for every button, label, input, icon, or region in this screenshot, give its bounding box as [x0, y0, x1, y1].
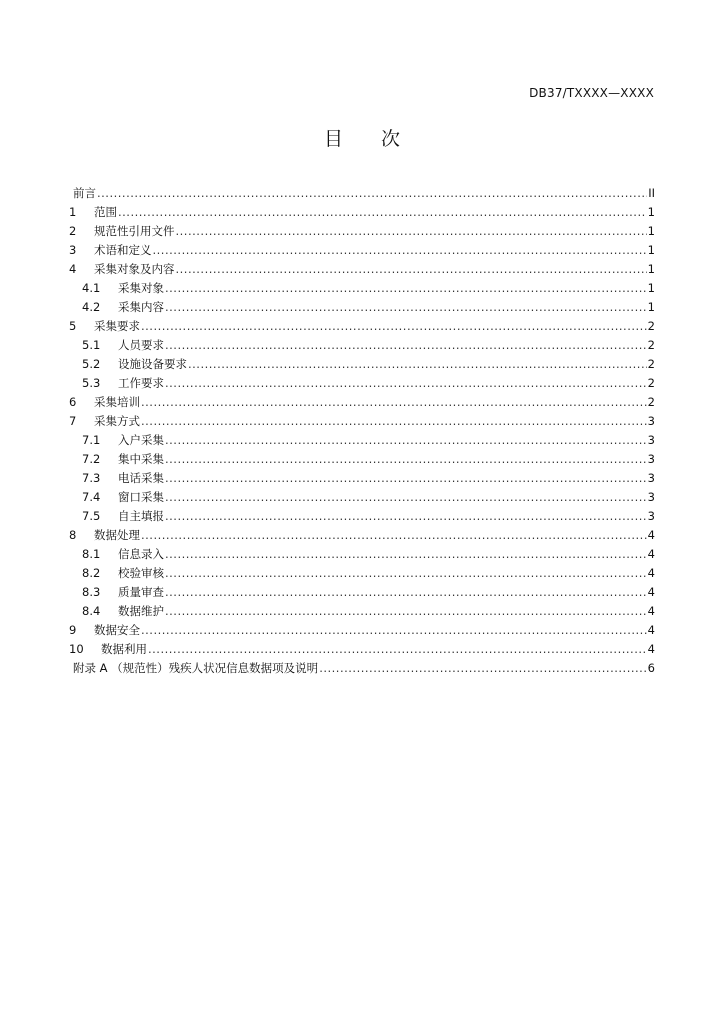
toc-entry-label: 采集内容 — [118, 300, 164, 314]
toc-dot-leader — [165, 431, 647, 450]
toc-entry-page: 2 — [647, 395, 655, 409]
toc-entry[interactable] — [69, 203, 655, 222]
toc-entry[interactable] — [69, 640, 655, 659]
toc-dot-leader — [141, 621, 647, 640]
toc-entry-number: 7.1 — [82, 433, 101, 447]
toc-dot-leader — [188, 355, 647, 374]
toc-entry-label: 入户采集 — [118, 433, 164, 447]
toc-entry-label: 数据处理 — [94, 528, 140, 542]
toc-entry-number: 7 — [69, 414, 77, 428]
toc-entry-page: 1 — [647, 262, 655, 276]
toc-dot-leader — [118, 203, 647, 222]
toc-entry-page: 2 — [647, 376, 655, 390]
toc-entry-page: 2 — [647, 357, 655, 371]
toc-entry-page: 4 — [647, 642, 655, 656]
toc-entry-number: 5.1 — [82, 338, 101, 352]
toc-dot-leader — [165, 298, 647, 317]
toc-entry-label: 采集要求 — [94, 319, 140, 333]
toc-entry-page: 3 — [647, 490, 655, 504]
table-of-contents — [69, 184, 655, 678]
toc-dot-leader — [141, 393, 647, 412]
toc-entry[interactable] — [69, 184, 655, 203]
toc-entry-label: 采集培训 — [94, 395, 140, 409]
toc-entry[interactable] — [69, 298, 655, 317]
toc-entry-number: 7.5 — [82, 509, 101, 523]
toc-entry-label: 设施设备要求 — [118, 357, 187, 371]
toc-dot-leader — [176, 222, 647, 241]
toc-dot-leader — [165, 450, 647, 469]
toc-entry-label: 术语和定义 — [94, 243, 152, 257]
toc-entry-number: 4.2 — [82, 300, 101, 314]
toc-entry-number: 5.3 — [82, 376, 101, 390]
toc-entry-page: 4 — [647, 623, 655, 637]
toc-entry[interactable] — [69, 317, 655, 336]
toc-entry[interactable] — [69, 564, 655, 583]
toc-entry-label: 窗口采集 — [118, 490, 164, 504]
toc-dot-leader — [176, 260, 647, 279]
toc-entry-number: 7.3 — [82, 471, 101, 485]
toc-entry-label: 人员要求 — [118, 338, 164, 352]
toc-dot-leader — [165, 336, 647, 355]
toc-entry[interactable] — [69, 412, 655, 431]
toc-dot-leader — [141, 317, 647, 336]
toc-entry-number: 1 — [69, 205, 77, 219]
toc-dot-leader — [165, 374, 647, 393]
toc-entry-page: 3 — [647, 433, 655, 447]
toc-entry-page: 3 — [647, 509, 655, 523]
toc-dot-leader — [141, 526, 647, 545]
toc-entry-page: 4 — [647, 547, 655, 561]
toc-entry[interactable] — [69, 583, 655, 602]
toc-entry[interactable] — [69, 526, 655, 545]
toc-entry-page: 1 — [647, 243, 655, 257]
toc-entry-label: 规范性引用文件 — [94, 224, 175, 238]
toc-entry-number: 8.3 — [82, 585, 101, 599]
toc-entry-page: 1 — [647, 224, 655, 238]
toc-dot-leader — [153, 241, 647, 260]
toc-entry-label: 电话采集 — [118, 471, 164, 485]
document-code: DB37/TXXXX—XXXX — [529, 86, 654, 100]
toc-entry-page: 3 — [647, 414, 655, 428]
toc-entry[interactable] — [69, 393, 655, 412]
toc-dot-leader — [319, 659, 646, 678]
toc-entry-number: 5.2 — [82, 357, 101, 371]
toc-entry-number: 10 — [69, 642, 84, 656]
toc-dot-leader — [165, 564, 647, 583]
toc-dot-leader — [165, 488, 647, 507]
toc-dot-leader — [165, 469, 647, 488]
toc-entry[interactable] — [69, 260, 655, 279]
toc-entry-number: 9 — [69, 623, 77, 637]
toc-entry-page: 6 — [647, 661, 655, 675]
toc-entry-number: 7.2 — [82, 452, 101, 466]
toc-dot-leader — [165, 507, 647, 526]
toc-entry-label: 数据维护 — [118, 604, 164, 618]
toc-dot-leader — [165, 279, 647, 298]
toc-entry-label: 采集对象 — [118, 281, 164, 295]
toc-entry-page: II — [648, 186, 655, 200]
toc-entry-page: 4 — [647, 566, 655, 580]
toc-entry[interactable] — [69, 355, 655, 374]
toc-entry-page: 4 — [647, 585, 655, 599]
toc-entry[interactable] — [69, 621, 655, 640]
toc-entry-page: 3 — [647, 471, 655, 485]
toc-entry[interactable] — [69, 450, 655, 469]
toc-entry-page: 4 — [647, 604, 655, 618]
toc-entry-label: 自主填报 — [118, 509, 164, 523]
toc-entry-page: 1 — [647, 205, 655, 219]
toc-entry-label: 采集方式 — [94, 414, 140, 428]
toc-dot-leader — [165, 602, 647, 621]
toc-entry-number: 8 — [69, 528, 77, 542]
toc-entry-number: 5 — [69, 319, 77, 333]
toc-entry-number: 3 — [69, 243, 77, 257]
toc-entry[interactable] — [69, 241, 655, 260]
toc-entry[interactable] — [69, 279, 655, 298]
toc-entry-page: 1 — [647, 300, 655, 314]
toc-entry-label: 附录 A （规范性）残疾人状况信息数据项及说明 — [73, 661, 319, 675]
toc-dot-leader — [97, 184, 647, 203]
toc-entry[interactable] — [69, 374, 655, 393]
toc-entry-number: 8.2 — [82, 566, 101, 580]
toc-entry-label: 质量审查 — [118, 585, 164, 599]
toc-entry-number: 8.1 — [82, 547, 101, 561]
toc-entry-number: 6 — [69, 395, 77, 409]
toc-entry-page: 4 — [647, 528, 655, 542]
toc-entry-number: 4.1 — [82, 281, 101, 295]
toc-entry[interactable] — [69, 222, 655, 241]
toc-entry-label: 集中采集 — [118, 452, 164, 466]
toc-entry[interactable] — [69, 469, 655, 488]
toc-entry-page: 2 — [647, 338, 655, 352]
toc-entry-label: 前言 — [73, 186, 96, 200]
toc-entry[interactable] — [69, 507, 655, 526]
toc-entry-label: 数据安全 — [94, 623, 140, 637]
toc-dot-leader — [141, 412, 647, 431]
toc-entry-label: 数据利用 — [101, 642, 147, 656]
toc-entry-number: 4 — [69, 262, 77, 276]
toc-entry-page: 2 — [647, 319, 655, 333]
toc-dot-leader — [165, 545, 647, 564]
toc-entry-label: 范围 — [94, 205, 117, 219]
toc-entry[interactable] — [69, 488, 655, 507]
toc-entry-page: 1 — [647, 281, 655, 295]
toc-entry[interactable] — [69, 336, 655, 355]
toc-entry-number: 7.4 — [82, 490, 101, 504]
toc-dot-leader — [165, 583, 647, 602]
toc-entry[interactable] — [69, 659, 655, 678]
toc-entry-label: 校验审核 — [118, 566, 164, 580]
toc-entry-page: 3 — [647, 452, 655, 466]
toc-entry[interactable] — [69, 545, 655, 564]
toc-entry-label: 采集对象及内容 — [94, 262, 175, 276]
toc-entry-number: 8.4 — [82, 604, 101, 618]
toc-entry-number: 2 — [69, 224, 77, 238]
toc-title: 目 次 — [323, 128, 417, 150]
toc-entry[interactable] — [69, 431, 655, 450]
toc-entry[interactable] — [69, 602, 655, 621]
toc-entry-label: 工作要求 — [118, 376, 164, 390]
toc-dot-leader — [148, 640, 647, 659]
toc-entry-label: 信息录入 — [118, 547, 164, 561]
